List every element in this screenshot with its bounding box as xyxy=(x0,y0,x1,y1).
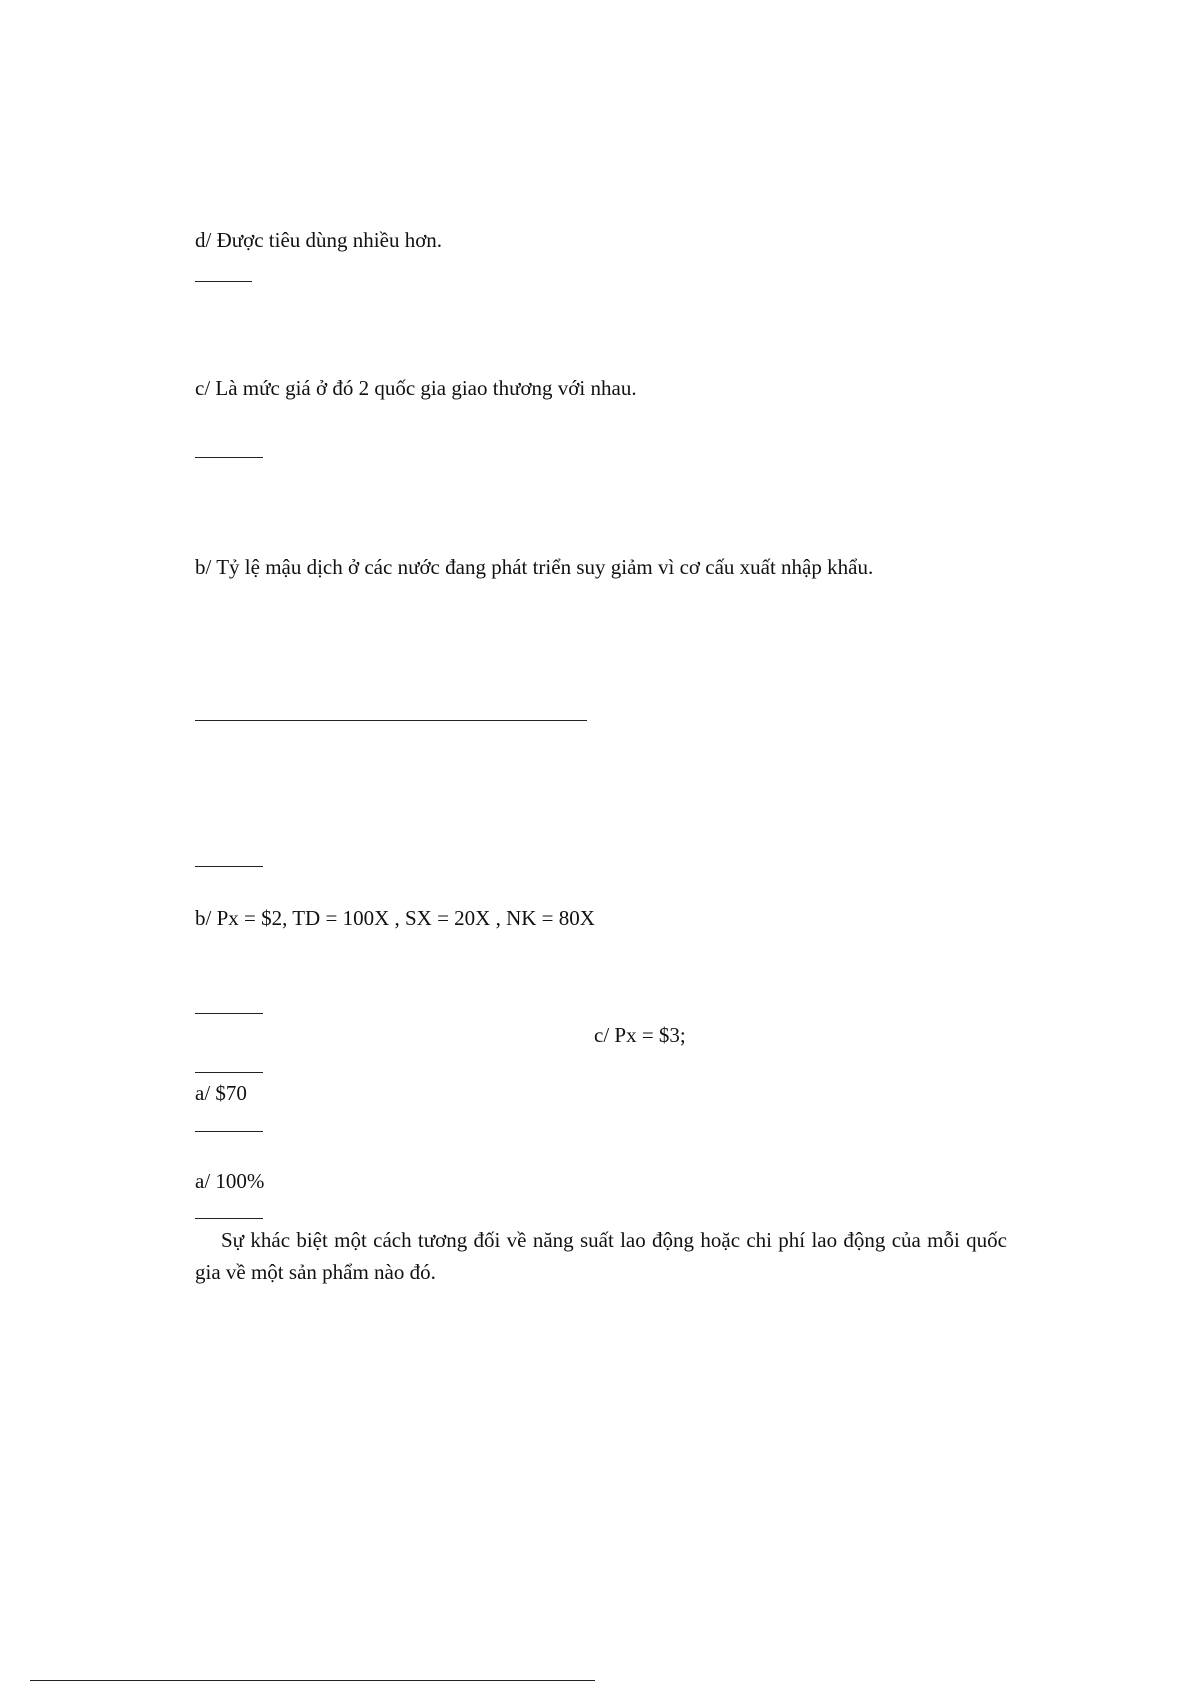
separator-rule xyxy=(195,1131,263,1132)
separator-rule xyxy=(195,457,263,458)
separator-rule xyxy=(195,866,263,867)
answer-c-price: c/ Px = $3; xyxy=(594,1023,686,1047)
separator-rule xyxy=(195,1072,263,1073)
section-divider-rule xyxy=(195,720,587,721)
answer-d-consumed-more: d/ Được tiêu dùng nhiều hơn. xyxy=(195,228,443,252)
answer-a-amount: a/ $70 xyxy=(195,1081,247,1105)
answer-a-percent: a/ 100% xyxy=(195,1169,265,1193)
answer-b-price-quantities: b/ Px = $2, TD = 100X , SX = 20X , NK = 80X xyxy=(195,906,595,930)
separator-rule xyxy=(195,1013,263,1014)
answer-b-trade-ratio: b/ Tỷ lệ mậu dịch ở các nước đang phát triển suy giảm vì cơ cấu xuất nhập khẩu. xyxy=(195,555,874,579)
footer-rule xyxy=(30,1680,595,1681)
answer-c-trade-price: c/ Là mức giá ở đó 2 quốc gia giao thương với nhau. xyxy=(195,376,637,400)
separator-rule xyxy=(195,281,252,282)
definition-paragraph xyxy=(195,1224,1007,1288)
separator-rule xyxy=(195,1218,263,1219)
definition-text: Sự khác biệt một cách tương đối về năng suất lao động hoặc chi phí lao động của mỗi quốc gia về một sản phẩm nào đó. xyxy=(195,1228,1007,1284)
